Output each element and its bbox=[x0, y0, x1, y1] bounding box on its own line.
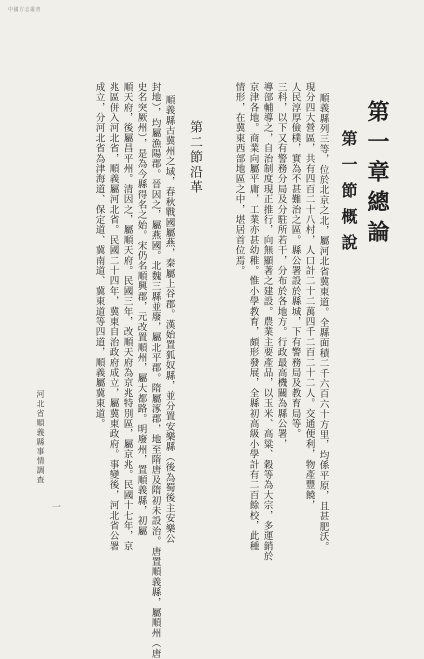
section-2-line-1: 順義縣古冀州之域，春秋戰國屬燕，秦屬上谷郡。漢始置狐奴縣，並分置安樂縣（後為蜀後主安樂公 bbox=[163, 95, 175, 544]
watermark: 中國方志叢書 bbox=[8, 7, 42, 13]
section-1-line-6: 京津各地。商業向屬平庸，工業亦甚幼稚。惟小學教育，頗形發展，全縣初高級小學計有二百餘校，此種 bbox=[247, 82, 259, 552]
section-2-line-6: 成立，分河北省為津海道、保定道、冀南道、冀東道等四道，順義屬冀東道。 bbox=[93, 82, 105, 429]
section-2-line-5: 兆區併入河北省，順義屬河北省。民國二十四年，冀東自治政府成立，屬冀東政府。事變後，河北省公署 bbox=[107, 82, 119, 552]
chapter-title: 第一章總論 bbox=[364, 100, 390, 250]
section-1-line-3: 人民淳厚儉樸，實為不甚難治之區。縣公署設於縣城，下有警務局及教育局等。 bbox=[289, 82, 301, 439]
section-2-line-4: 順天府，後屬昌平州。清因之，屬順天府。民國三年，改順天府為京兆特別區，屬京兆。民國十七年，京 bbox=[121, 82, 133, 552]
section-1-line-2: 現分四大營區，共有四百二十八村，人口計二十二萬四千二百二十二人。交通便利，物產豐饒， bbox=[303, 82, 315, 511]
section-1-title: 第一節概說 bbox=[339, 130, 358, 260]
page-footer: 河北省順義縣事情調查 bbox=[36, 390, 45, 485]
page-number: 一 bbox=[52, 503, 62, 513]
section-2-title: 第二節沿革 bbox=[187, 120, 202, 195]
section-2-line-2: 封地），均屬漁陽郡。晉因之，屬燕國。北魏三縣並廢，屬北平郡。隋屬涿郡，地至隋唐及隋初未設治。唐置順義縣，屬順州（唐 bbox=[149, 82, 161, 659]
section-1-line-4: 三科，以下又有警務分局及分駐所若干，分布於各地方。行政最高機關為縣公署， bbox=[275, 82, 287, 450]
section-1-line-5: 導部輔導之，自治制度現正推行，向無顯著之建設。農業主要產品，以玉米、高粱、穀等為大宗，多運銷於 bbox=[261, 82, 273, 562]
section-1-line-1: 順義縣列三等，位於北京之北，屬河北省冀東道。全縣面積二千六百六十方里，均係平原，且甚肥沃。 bbox=[317, 93, 329, 552]
section-2-line-3: 史名突厥州），是為今縣得名之始。宋仍名順興郡，元改置順州，屬大都路。明廢州，置順義縣，初屬 bbox=[135, 82, 147, 537]
section-1-line-7: 情形，在冀東西部地區之中，堪居首位焉。 bbox=[233, 82, 245, 276]
